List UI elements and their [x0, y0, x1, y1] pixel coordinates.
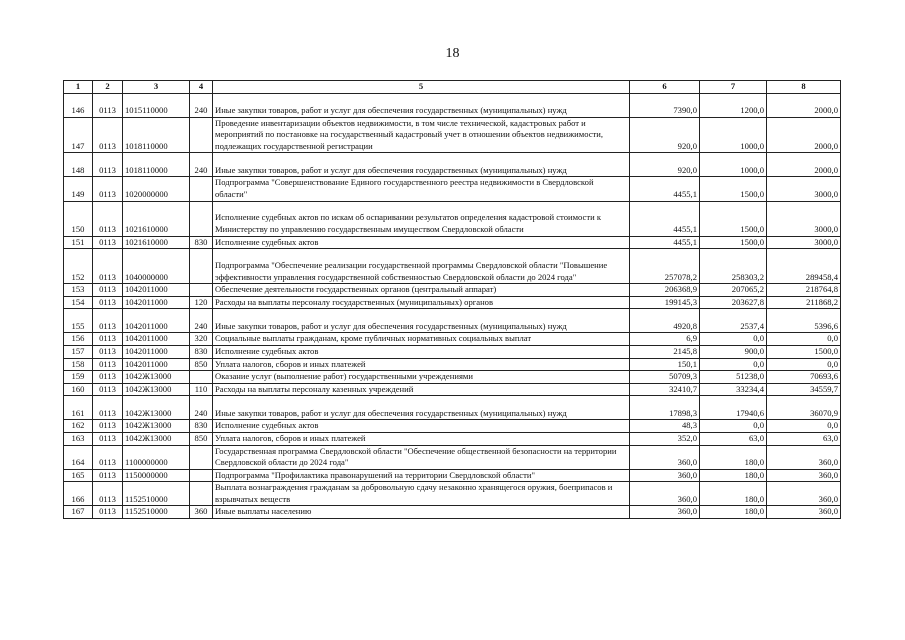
amount-col6: 4455,1 — [630, 201, 700, 236]
table-row — [64, 93, 841, 117]
row-number: 164 — [64, 445, 93, 469]
amount-col6: 206368,9 — [630, 284, 700, 297]
amount-col8: 2000,0 — [767, 93, 841, 117]
amount-col7: 17940,6 — [700, 396, 767, 420]
target-article-code: 1040000000 — [123, 249, 190, 284]
amount-col7: 180,0 — [700, 469, 767, 482]
item-name: Исполнение судебных актов по искам об оспаривании результатов определения кадастровой стоимости к Министерству по управлению государственным имуществом Свердловской области — [213, 201, 630, 236]
expense-type-code — [190, 482, 213, 506]
amount-col7: 180,0 — [700, 482, 767, 506]
column-header-4: 4 — [190, 81, 213, 94]
column-header-3: 3 — [123, 81, 190, 94]
section-code: 0113 — [93, 153, 123, 177]
amount-col7: 0,0 — [700, 420, 767, 433]
expense-type-code — [190, 249, 213, 284]
row-number: 161 — [64, 396, 93, 420]
expense-type-code: 120 — [190, 296, 213, 309]
item-name: Государственная программа Свердловской области "Обеспечение общественной безопасности на территории Свердловской области до 2024 года" — [213, 445, 630, 469]
target-article-code: 1152510000 — [123, 506, 190, 519]
item-name: Социальные выплаты гражданам, кроме публичных нормативных социальных выплат — [213, 333, 630, 346]
row-number: 155 — [64, 309, 93, 333]
amount-col8: 360,0 — [767, 445, 841, 469]
amount-col6: 32410,7 — [630, 383, 700, 396]
amount-col8: 3000,0 — [767, 201, 841, 236]
table-row — [64, 345, 841, 358]
amount-col7: 180,0 — [700, 445, 767, 469]
item-name: Уплата налогов, сборов и иных платежей — [213, 358, 630, 371]
amount-col7: 0,0 — [700, 333, 767, 346]
section-code: 0113 — [93, 93, 123, 117]
section-code: 0113 — [93, 371, 123, 384]
item-name: Иные выплаты населению — [213, 506, 630, 519]
row-number: 163 — [64, 432, 93, 445]
amount-col8: 360,0 — [767, 469, 841, 482]
page-number: 18 — [445, 46, 460, 61]
amount-col8: 36070,9 — [767, 396, 841, 420]
column-header-7: 7 — [700, 81, 767, 94]
section-code: 0113 — [93, 506, 123, 519]
table-body — [64, 93, 841, 518]
section-code: 0113 — [93, 358, 123, 371]
section-code: 0113 — [93, 201, 123, 236]
table-row — [64, 236, 841, 249]
expense-type-code — [190, 445, 213, 469]
item-name: Подпрограмма "Совершенствование Единого государственного реестра недвижимости в Свердловской области" — [213, 177, 630, 201]
item-name: Исполнение судебных актов — [213, 420, 630, 433]
target-article-code: 1042Ж13000 — [123, 420, 190, 433]
amount-col8: 360,0 — [767, 482, 841, 506]
amount-col8: 63,0 — [767, 432, 841, 445]
section-code: 0113 — [93, 482, 123, 506]
amount-col8: 1500,0 — [767, 345, 841, 358]
target-article-code: 1018110000 — [123, 153, 190, 177]
amount-col7: 1200,0 — [700, 93, 767, 117]
expense-type-code: 360 — [190, 506, 213, 519]
expense-type-code: 830 — [190, 345, 213, 358]
expense-type-code: 240 — [190, 153, 213, 177]
amount-col8: 34559,7 — [767, 383, 841, 396]
row-number: 152 — [64, 249, 93, 284]
expense-type-code — [190, 371, 213, 384]
target-article-code: 1152510000 — [123, 482, 190, 506]
row-number: 157 — [64, 345, 93, 358]
amount-col6: 4920,8 — [630, 309, 700, 333]
amount-col8: 3000,0 — [767, 177, 841, 201]
target-article-code: 1018110000 — [123, 117, 190, 153]
section-code: 0113 — [93, 296, 123, 309]
table-row — [64, 333, 841, 346]
target-article-code: 1042Ж13000 — [123, 371, 190, 384]
item-name: Уплата налогов, сборов и иных платежей — [213, 432, 630, 445]
row-number: 156 — [64, 333, 93, 346]
amount-col6: 6,9 — [630, 333, 700, 346]
row-number: 147 — [64, 117, 93, 153]
target-article-code: 1042011000 — [123, 284, 190, 297]
row-number: 153 — [64, 284, 93, 297]
amount-col7: 1000,0 — [700, 153, 767, 177]
item-name: Иные закупки товаров, работ и услуг для обеспечения государственных (муниципальных) нужд — [213, 396, 630, 420]
item-name: Оказание услуг (выполнение работ) государственными учреждениями — [213, 371, 630, 384]
amount-col7: 207065,2 — [700, 284, 767, 297]
amount-col6: 360,0 — [630, 469, 700, 482]
section-code: 0113 — [93, 249, 123, 284]
expense-type-code — [190, 201, 213, 236]
amount-col7: 33234,4 — [700, 383, 767, 396]
expense-type-code: 240 — [190, 309, 213, 333]
amount-col7: 180,0 — [700, 506, 767, 519]
expense-type-code: 850 — [190, 432, 213, 445]
expense-type-code: 850 — [190, 358, 213, 371]
amount-col6: 7390,0 — [630, 93, 700, 117]
row-number: 160 — [64, 383, 93, 396]
budget-table — [63, 80, 841, 519]
item-name: Расходы на выплаты персоналу государственных (муниципальных) органов — [213, 296, 630, 309]
amount-col6: 4455,1 — [630, 177, 700, 201]
item-name: Иные закупки товаров, работ и услуг для обеспечения государственных (муниципальных) нужд — [213, 93, 630, 117]
row-number: 150 — [64, 201, 93, 236]
amount-col8: 0,0 — [767, 420, 841, 433]
amount-col6: 48,3 — [630, 420, 700, 433]
amount-col6: 4455,1 — [630, 236, 700, 249]
row-number: 154 — [64, 296, 93, 309]
expense-type-code: 830 — [190, 236, 213, 249]
row-number: 167 — [64, 506, 93, 519]
column-header-8: 8 — [767, 81, 841, 94]
row-number: 159 — [64, 371, 93, 384]
amount-col8: 360,0 — [767, 506, 841, 519]
table-row — [64, 201, 841, 236]
amount-col7: 258303,2 — [700, 249, 767, 284]
section-code: 0113 — [93, 383, 123, 396]
table-row — [64, 309, 841, 333]
amount-col6: 352,0 — [630, 432, 700, 445]
amount-col6: 920,0 — [630, 117, 700, 153]
column-header-5: 5 — [213, 81, 630, 94]
expense-type-code: 320 — [190, 333, 213, 346]
section-code: 0113 — [93, 345, 123, 358]
item-name: Подпрограмма "Обеспечение реализации государственной программы Свердловской области "Повышение эффективности управления государственной собственностью Свердловской области до 2024 года" — [213, 249, 630, 284]
table-row — [64, 177, 841, 201]
amount-col6: 360,0 — [630, 506, 700, 519]
amount-col6: 360,0 — [630, 445, 700, 469]
amount-col7: 900,0 — [700, 345, 767, 358]
expense-type-code — [190, 469, 213, 482]
amount-col6: 199145,3 — [630, 296, 700, 309]
section-code: 0113 — [93, 333, 123, 346]
row-number: 165 — [64, 469, 93, 482]
amount-col8: 2000,0 — [767, 117, 841, 153]
amount-col8: 2000,0 — [767, 153, 841, 177]
column-header-1: 1 — [64, 81, 93, 94]
section-code: 0113 — [93, 117, 123, 153]
table-row — [64, 296, 841, 309]
amount-col8: 70693,6 — [767, 371, 841, 384]
target-article-code: 1020000000 — [123, 177, 190, 201]
table-row — [64, 249, 841, 284]
column-header-6: 6 — [630, 81, 700, 94]
target-article-code: 1042Ж13000 — [123, 432, 190, 445]
table-row — [64, 469, 841, 482]
target-article-code: 1042011000 — [123, 358, 190, 371]
target-article-code: 1042Ж13000 — [123, 383, 190, 396]
item-name: Выплата вознаграждения гражданам за добровольную сдачу незаконно хранящегося оружия, боеприпасов и взрывчатых веществ — [213, 482, 630, 506]
amount-col6: 150,1 — [630, 358, 700, 371]
target-article-code: 1042Ж13000 — [123, 396, 190, 420]
target-article-code: 1100000000 — [123, 445, 190, 469]
amount-col8: 0,0 — [767, 333, 841, 346]
item-name: Исполнение судебных актов — [213, 345, 630, 358]
item-name: Исполнение судебных актов — [213, 236, 630, 249]
amount-col8: 211868,2 — [767, 296, 841, 309]
row-number: 148 — [64, 153, 93, 177]
target-article-code: 1042011000 — [123, 296, 190, 309]
section-code: 0113 — [93, 432, 123, 445]
expense-type-code: 830 — [190, 420, 213, 433]
item-name: Проведение инвентаризации объектов недвижимости, в том числе технической, кадастровых работ и мероприятий по постановке на государственный кадастровый учет в отношении объектов недвижимости, подлежащих государственной регистрации — [213, 117, 630, 153]
section-code: 0113 — [93, 177, 123, 201]
section-code: 0113 — [93, 445, 123, 469]
table-row — [64, 396, 841, 420]
table-row — [64, 383, 841, 396]
amount-col8: 289458,4 — [767, 249, 841, 284]
expense-type-code — [190, 284, 213, 297]
table-row — [64, 482, 841, 506]
section-code: 0113 — [93, 236, 123, 249]
item-name: Подпрограмма "Профилактика правонарушений на территории Свердловской области" — [213, 469, 630, 482]
amount-col7: 51238,0 — [700, 371, 767, 384]
table-row — [64, 284, 841, 297]
row-number: 162 — [64, 420, 93, 433]
item-name: Расходы на выплаты персоналу казенных учреждений — [213, 383, 630, 396]
section-code: 0113 — [93, 469, 123, 482]
item-name: Обеспечение деятельности государственных органов (центральный аппарат) — [213, 284, 630, 297]
amount-col7: 203627,8 — [700, 296, 767, 309]
table-row — [64, 371, 841, 384]
target-article-code: 1021610000 — [123, 201, 190, 236]
row-number: 166 — [64, 482, 93, 506]
row-number: 146 — [64, 93, 93, 117]
table-row — [64, 117, 841, 153]
item-name: Иные закупки товаров, работ и услуг для обеспечения государственных (муниципальных) нужд — [213, 153, 630, 177]
amount-col7: 1500,0 — [700, 177, 767, 201]
header-row — [64, 81, 841, 94]
expense-type-code: 240 — [190, 396, 213, 420]
amount-col7: 1500,0 — [700, 236, 767, 249]
amount-col7: 63,0 — [700, 432, 767, 445]
target-article-code: 1042011000 — [123, 333, 190, 346]
expense-type-code — [190, 177, 213, 201]
section-code: 0113 — [93, 309, 123, 333]
section-code: 0113 — [93, 284, 123, 297]
amount-col6: 50709,3 — [630, 371, 700, 384]
target-article-code: 1150000000 — [123, 469, 190, 482]
amount-col6: 2145,8 — [630, 345, 700, 358]
row-number: 158 — [64, 358, 93, 371]
table-row — [64, 420, 841, 433]
amount-col7: 1500,0 — [700, 201, 767, 236]
amount-col7: 1000,0 — [700, 117, 767, 153]
row-number: 151 — [64, 236, 93, 249]
section-code: 0113 — [93, 420, 123, 433]
amount-col6: 920,0 — [630, 153, 700, 177]
amount-col8: 3000,0 — [767, 236, 841, 249]
table-row — [64, 358, 841, 371]
table-row — [64, 153, 841, 177]
target-article-code: 1021610000 — [123, 236, 190, 249]
amount-col6: 360,0 — [630, 482, 700, 506]
amount-col6: 257078,2 — [630, 249, 700, 284]
amount-col8: 218764,8 — [767, 284, 841, 297]
amount-col8: 0,0 — [767, 358, 841, 371]
table-row — [64, 432, 841, 445]
amount-col7: 2537,4 — [700, 309, 767, 333]
amount-col7: 0,0 — [700, 358, 767, 371]
table-row — [64, 506, 841, 519]
target-article-code: 1015110000 — [123, 93, 190, 117]
column-header-2: 2 — [93, 81, 123, 94]
expense-type-code: 110 — [190, 383, 213, 396]
amount-col8: 5396,6 — [767, 309, 841, 333]
expense-type-code: 240 — [190, 93, 213, 117]
item-name: Иные закупки товаров, работ и услуг для обеспечения государственных (муниципальных) нужд — [213, 309, 630, 333]
target-article-code: 1042011000 — [123, 309, 190, 333]
expense-type-code — [190, 117, 213, 153]
section-code: 0113 — [93, 396, 123, 420]
amount-col6: 17898,3 — [630, 396, 700, 420]
row-number: 149 — [64, 177, 93, 201]
target-article-code: 1042011000 — [123, 345, 190, 358]
table-row — [64, 445, 841, 469]
